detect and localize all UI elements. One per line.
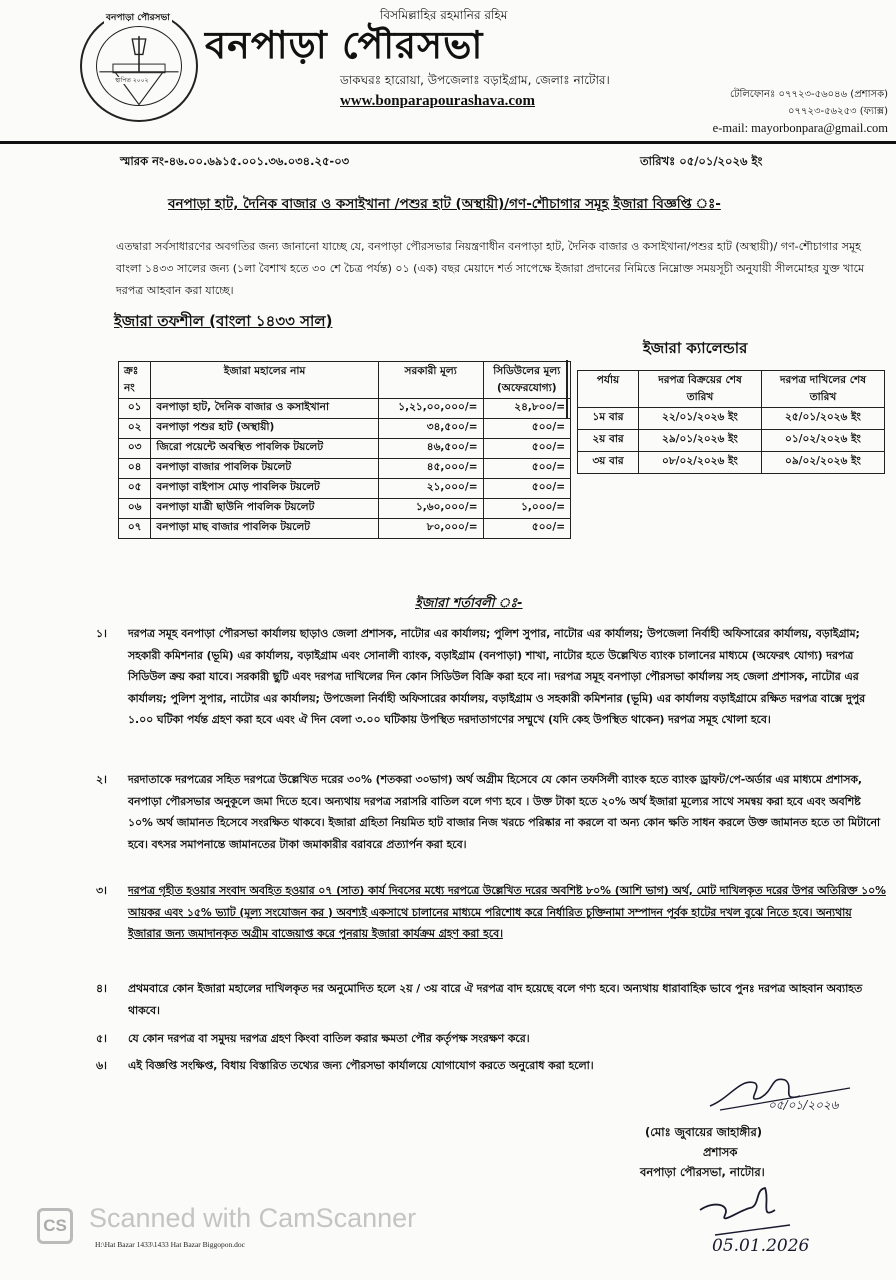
col-sale-end: দরপত্র বিক্রয়ের শেষ তারিখ [639,371,762,408]
cell-serial: ০৫ [119,479,151,499]
table-row [119,519,571,539]
phone-label: টেলিফোনঃ [729,89,776,100]
cell-gov-price: ৪৬,৫০০/= [378,439,483,459]
lease-table-header [119,362,571,399]
header-divider [0,141,896,144]
col-schedule-price: সিডিউলের মূল্য (অফেরযোগ্য) [483,362,571,399]
document-file-path: H:\Hat Bazar 1433\1433 Hat Bazar Biggopon.doc [95,1240,245,1249]
term-text: দরপত্র গৃহীত হওয়ার সংবাদ অবহিত হওয়ার ০৭ (সাত) কার্য দিবসের মধ্যে দরপত্রে উল্লেখিত দরের অবশিষ্ট ৮০% (আশি ভাগ) অর্থ, মোট দাখিলকৃত দরের উপর অতিরিক্ত ১০% আয়কর এবং ১৫% ভ্যাট (মূল্য সংযোজন কর ) অবশ্যই একসাথে চালানের মাধ্যমে পরিশোধ করে নির্ধারিত চুক্তিনামা সম্পাদন পূর্বক হাটের দখল বুঝে নিতে হবে। অন্যথায় ইজারার জন্য জমাদানকৃত অগ্রীম বাজেয়াপ্ত করে পুনরায় ইজারা কার্যক্রম গ্রহণ করা হবে। [128,884,886,940]
col-serial: ক্রঃ নং [119,362,151,399]
cell-serial: ০২ [119,419,151,439]
term-number: ২। [96,773,107,786]
term-item [96,978,886,1021]
cell-sale-end: ২২/০১/২০২৬ ইং [639,408,762,430]
term-item [96,1028,886,1050]
cell-sale-end: ২৯/০১/২০২৬ ইং [639,430,762,452]
term-number: ৫। [96,1032,107,1045]
col-gov-price: সরকারী মূল্য [378,362,483,399]
intro-paragraph [116,236,886,302]
term-text: এই বিজ্ঞপ্তি সংক্ষিপ্ত, বিধায় বিস্তারিত তথ্যের জন্য পৌরসভা কার্যালয়ে যোগাযোগ করতে অনুরোধ করা হলো। [128,1059,594,1072]
cell-submit-end: ০৯/০২/২০২৬ ইং [762,452,885,474]
memo-date: তারিখঃ ০৫/০১/২০২৬ ইং [640,154,763,168]
term-item [96,623,886,731]
handwritten-date-1: ০৫/০১/২০২৬ [768,1098,839,1112]
cell-name: বনপাড়া পশুর হাট (অস্থায়ী) [151,419,378,439]
cell-serial: ০৪ [119,459,151,479]
cell-schedule-price: ৫০০/= [483,459,571,479]
organization-address: ডাকঘরঃ হারোয়া, উপজেলাঃ বড়াইগ্রাম, জেলাঃ নাটোর। [340,73,610,87]
cell-serial: ০১ [119,399,151,419]
table-row [119,419,571,439]
term-text: দরদাতাকে দরপত্রের সহিত দরপত্রে উল্লেখিত দরের ৩০% (শতকরা ৩০ভাগ) অর্থ অগ্রীম হিসেবে যে কোন তফসিলী ব্যাংক হতে ব্যাংক ড্রাফট/পে-অর্ডার এর মাধ্যমে প্রশাসক, বনপাড়া পৌরসভার অনুকূলে জমা দিতে হবে। অন্যথায় দরপত্র সরাসরি বাতিল বলে গণ্য হবে । উক্ত টাকা হতে ২০% অর্থ ইজারা মূল্যের সাথে সমন্বয় করা হবে এবং অবশিষ্ট ১০% অর্থ জামানত হিসেবে সংরক্ষিত থাকবে। ইজারা গ্রহিতা নিয়মিত হাট বাজার নিজ খরচে পরিষ্কার না করলে বা অন্য কোন ক্ষতি সাধন করলে উক্ত জামানত হতে তা মিটানো হবে। বৎসর সমাপনান্তে জামানতের টাকা জমাকারীর বরাবরে প্রত্যার্পন করা হবে। [128,773,881,851]
cell-gov-price: ৩৪,৫০০/= [378,419,483,439]
term-number: ৬। [96,1059,107,1072]
term-number: ৩। [96,884,107,897]
website-link[interactable]: www.bonparapourashava.com [340,93,536,109]
camscanner-logo-icon: CS [37,1208,73,1244]
term-text: দরপত্র সমূহ বনপাড়া পৌরসভা কার্যালয় ছাড়াও জেলা প্রশাসক, নাটোর এর কার্যালয়; পুলিশ সুপার, নাটোর এর কার্যালয়; উপজেলা নির্বাহী অফিসারের কার্যালয়, বড়াইগ্রাম; সহকারী কমিশনার (ভূমি) এর কার্যালয়, বড়াইগ্রাম এবং সোনালী ব্যাংক, বড়াইগ্রাম (বনপাড়া) শাখা, নাটোর হতে উল্লেখিত ব্যাংক চালানের মাধ্যমে (অফেরৎ যোগ্য) দরপত্র সিডিউল ক্রয় করা যাবে। সরকারী ছুটি এবং দরপত্র দাখিলের দিন কোন সিডিউল বিক্রি করা হবে না। দরপত্র সমূহ বনপাড়া পৌরসভা কার্যালয় সহ জেলা প্রশাসক, নাটোর এর কার্যালয়; পুলিশ সুপার, নাটোর এর কার্যালয়; উপজেলা নির্বাহী অফিসারের কার্যালয়, বড়াইগ্রাম ও সহকারী কমিশনার (ভূমি) এর কার্যালয় বড়াইগ্রামে রক্ষিত দরপত্র বাক্সে দুপুর ১.০০ ঘটিকা পর্যন্ত গ্রহণ করা হবে এবং ঐ দিন বেলা ৩.০০ ঘটিকায় উপস্থিত দরদাতাগণের সম্মুখে (যদি কেহ উপস্থিত থাকেন) দরপত্র সমূহ খোলা হবে। [128,627,866,726]
email-address[interactable]: e-mail: mayorbonpara@gmail.com [712,121,888,135]
intro-text: এতদ্বারা সর্বসাধারণের অবগতির জন্য জানানো যাচ্ছে যে, বনপাড়া পৌরসভার নিয়ন্ত্রণাধীন বনপাড়া হাট, দৈনিক বাজার ও কসাইখানা/পশুর হাট (অস্থায়ী)/ গণ-শৌচাগার সমূহ বাংলা ১৪৩৩ সালের জন্য (১লা বৈশাখ হতে ৩০ শে চৈত্র পর্যন্ত) ০১ (এক) বছর মেয়াদে শর্ত সাপেক্ষে ইজারা প্রদানের নিমিত্তে নিম্নোক্ত সময়সূচী অনুযায়ী সীলমোহর যুক্ত খামে দরপত্র আহবান করা যাচ্ছে। [116,240,865,297]
cell-gov-price: ৪৫,০০০/= [378,459,483,479]
handwritten-date-2: 05.01.2026 [712,1236,810,1256]
notice-title: বনপাড়া হাট, দৈনিক বাজার ও কসাইখানা /পশুর হাট (অস্থায়ী)/গণ-শৌচাগার সমূহ ইজারা বিজ্ঞপ্তি ঃ- [168,196,721,212]
col-submit-end: দরপত্র দাখিলের শেষ তারিখ [762,371,885,408]
calendar-table [577,370,885,474]
cell-schedule-price: ১,০০০/= [483,499,571,519]
bismillah-text: বিসমিল্লাহির রহমানির রহিম [380,8,508,22]
cell-schedule-price: ৫০০/= [483,519,571,539]
phone-fax: ০৭৭২৩-৫৬২৫৩ (ফ্যাক্স) [787,106,888,117]
cell-name: বনপাড়া মাছ বাজার পাবলিক টয়লেট [151,519,378,539]
cell-schedule-price: ২৪,৮০০/= [483,399,571,419]
signatory-office: বনপাড়া পৌরসভা, নাটোর। [640,1165,765,1179]
cell-serial: ০৬ [119,499,151,519]
phone-admin: ০৭৭২৩-৫৬০৪৬ (প্রশাসক) [778,89,888,100]
cell-schedule-price: ৫০০/= [483,479,571,499]
cell-sale-end: ০৮/০২/২০২৬ ইং [639,452,762,474]
col-name: ইজারা মহালের নাম [151,362,378,399]
cell-gov-price: ২১,০০০/= [378,479,483,499]
cell-schedule-price: ৫০০/= [483,439,571,459]
memo-number: স্মারক নং-৪৬.০০.৬৯১৫.০০১.৩৬.০৩৪.২৫-০৩ [120,154,350,168]
seal-emblem-icon [82,12,196,120]
table-row [119,459,571,479]
signatory-designation: প্রশাসক [703,1145,738,1159]
term-text: যে কোন দরপত্র বা সমুদয় দরপত্র গ্রহণ কিংবা বাতিল করার ক্ষমতা পৌর কর্তৃপক্ষ সংরক্ষণ করে। [128,1032,530,1045]
term-text: প্রথমবারে কোন ইজারা মহালের দাখিলকৃত দর অনুমোদিত হলে ২য় / ৩য় বারে ঐ দরপত্র বাদ হয়েছে বলে গণ্য হবে। অন্যথায় ধারাবাহিক ভাবে পুনঃ দরপত্র আহবান অব্যাহত থাকবে। [128,982,863,1017]
organization-name: বনপাড়া পৌরসভা [205,23,484,67]
term-number: ১। [96,627,107,640]
seal-ring-text: বনপাড়া পৌরসভা [104,10,172,25]
cell-gov-price: ১,২১,০০,০০০/= [378,399,483,419]
cell-phase: ২য় বার [578,430,639,452]
term-number: ৪। [96,982,107,995]
cell-phase: ৩য় বার [578,452,639,474]
table-row [119,479,571,499]
lease-table [118,361,571,539]
table-row [119,439,571,459]
terms-title: ইজারা শর্তাবলী ঃ- [415,596,523,611]
col-phase: পর্যায় [578,371,639,408]
municipal-seal-icon [80,10,198,122]
table-row [578,452,885,474]
table-row [578,408,885,430]
cell-name: বনপাড়া যাত্রী ছাউনি পাবলিক টয়লেট [151,499,378,519]
table-row [119,399,571,419]
cell-name: জিরো পয়েন্টে অবস্থিত পাবলিক টয়লেট [151,439,378,459]
term-item [96,769,886,855]
cell-schedule-price: ৫০০/= [483,419,571,439]
seal-established: স্থাপিত ২০০২ [115,77,149,84]
cell-submit-end: ০১/০২/২০২৬ ইং [762,430,885,452]
cell-name: বনপাড়া হাট, দৈনিক বাজার ও কসাইখানা [151,399,378,419]
table-row [578,430,885,452]
cell-name: বনপাড়া বাজার পাবলিক টয়লেট [151,459,378,479]
cell-gov-price: ৮০,০০০/= [378,519,483,539]
term-item [96,880,886,945]
calendar-title: ইজারা ক্যালেন্ডার [643,339,748,357]
camscanner-watermark: Scanned with CamScanner [89,1203,417,1233]
cell-serial: ০৩ [119,439,151,459]
cell-serial: ০৭ [119,519,151,539]
table-row [119,499,571,519]
cell-submit-end: ২৫/০১/২০২৬ ইং [762,408,885,430]
cell-gov-price: ১,৬০,০০০/= [378,499,483,519]
calendar-header [578,371,885,408]
lease-table-title: ইজারা তফশীল (বাংলা ১৪৩৩ সাল) [114,312,333,330]
cell-phase: ১ম বার [578,408,639,430]
calendar-side-rule [566,360,568,418]
signatory-name: (মোঃ জুবায়ের জাহাঙ্গীর) [645,1125,763,1139]
contact-block [678,86,888,137]
cell-name: বনপাড়া বাইপাস মোড় পাবলিক টয়লেট [151,479,378,499]
